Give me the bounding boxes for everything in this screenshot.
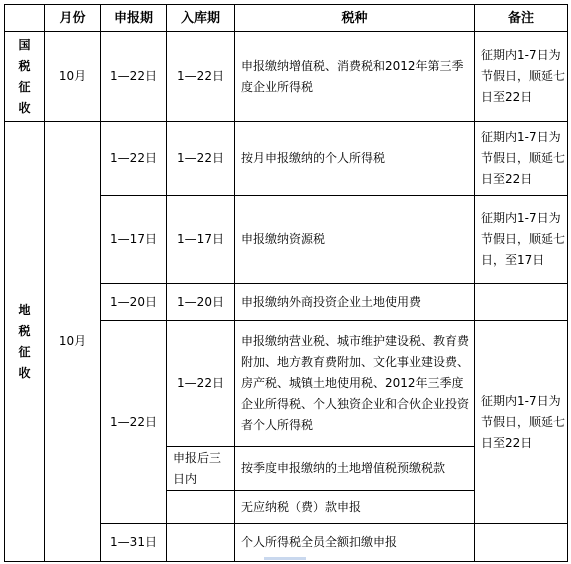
link-underline-mark	[264, 557, 306, 560]
local-group-note: 征期内1-7日为节假日，顺延七日至22日	[475, 321, 568, 524]
national-declare: 1—22日	[101, 32, 167, 122]
local-last-note	[475, 524, 568, 562]
region-national: 国 税 征 收	[5, 32, 45, 122]
local-row-1	[5, 122, 568, 196]
local-tax-1: 按月申报缴纳的个人所得税	[235, 122, 475, 196]
header-month: 月份	[45, 5, 101, 32]
local-declare-3: 1—20日	[101, 284, 167, 321]
header-note: 备注	[475, 5, 568, 32]
local-storage-1: 1—22日	[167, 122, 235, 196]
local-storage-3: 1—20日	[167, 284, 235, 321]
local-note-1: 征期内1-7日为节假日，顺延七日至22日	[475, 122, 568, 196]
national-row	[5, 32, 568, 122]
local-note-3	[475, 284, 568, 321]
local-month: 10月	[45, 122, 101, 562]
header-tax-type: 税种	[235, 5, 475, 32]
local-group-storage-3	[167, 491, 235, 524]
local-group-storage-2: 申报后三日内	[167, 447, 235, 491]
local-tax-2: 申报缴纳资源税	[235, 196, 475, 284]
national-storage: 1—22日	[167, 32, 235, 122]
tax-calendar-table	[4, 4, 568, 562]
header-region	[5, 5, 45, 32]
local-last-tax: 个人所得税全员全额扣缴申报	[235, 524, 475, 562]
local-group-tax-1: 申报缴纳营业税、城市维护建设税、教育费附加、地方教育费附加、文化事业建设费、房产税、城镇土地使用税、2012年三季度企业所得税、个人独资企业和合伙企业投资者个人所得税	[235, 321, 475, 447]
region-local: 地 税 征 收	[5, 122, 45, 562]
local-declare-1: 1—22日	[101, 122, 167, 196]
local-last-storage	[167, 524, 235, 562]
local-declare-2: 1—17日	[101, 196, 167, 284]
national-month: 10月	[45, 32, 101, 122]
national-tax: 申报缴纳增值税、消费税和2012年第三季度企业所得税	[235, 32, 475, 122]
header-row	[5, 5, 568, 32]
local-last-declare: 1—31日	[101, 524, 167, 562]
header-declare-period: 申报期	[101, 5, 167, 32]
local-group-declare: 1—22日	[101, 321, 167, 524]
local-note-2: 征期内1-7日为节假日，顺延七日，至17日	[475, 196, 568, 284]
local-tax-3: 申报缴纳外商投资企业土地使用费	[235, 284, 475, 321]
local-group-tax-2: 按季度申报缴纳的土地增值税预缴税款	[235, 447, 475, 491]
local-storage-2: 1—17日	[167, 196, 235, 284]
national-note: 征期内1-7日为节假日，顺延七日至22日	[475, 32, 568, 122]
local-group-tax-3: 无应纳税（费）款申报	[235, 491, 475, 524]
local-group-storage-1: 1—22日	[167, 321, 235, 447]
header-storage-period: 入库期	[167, 5, 235, 32]
